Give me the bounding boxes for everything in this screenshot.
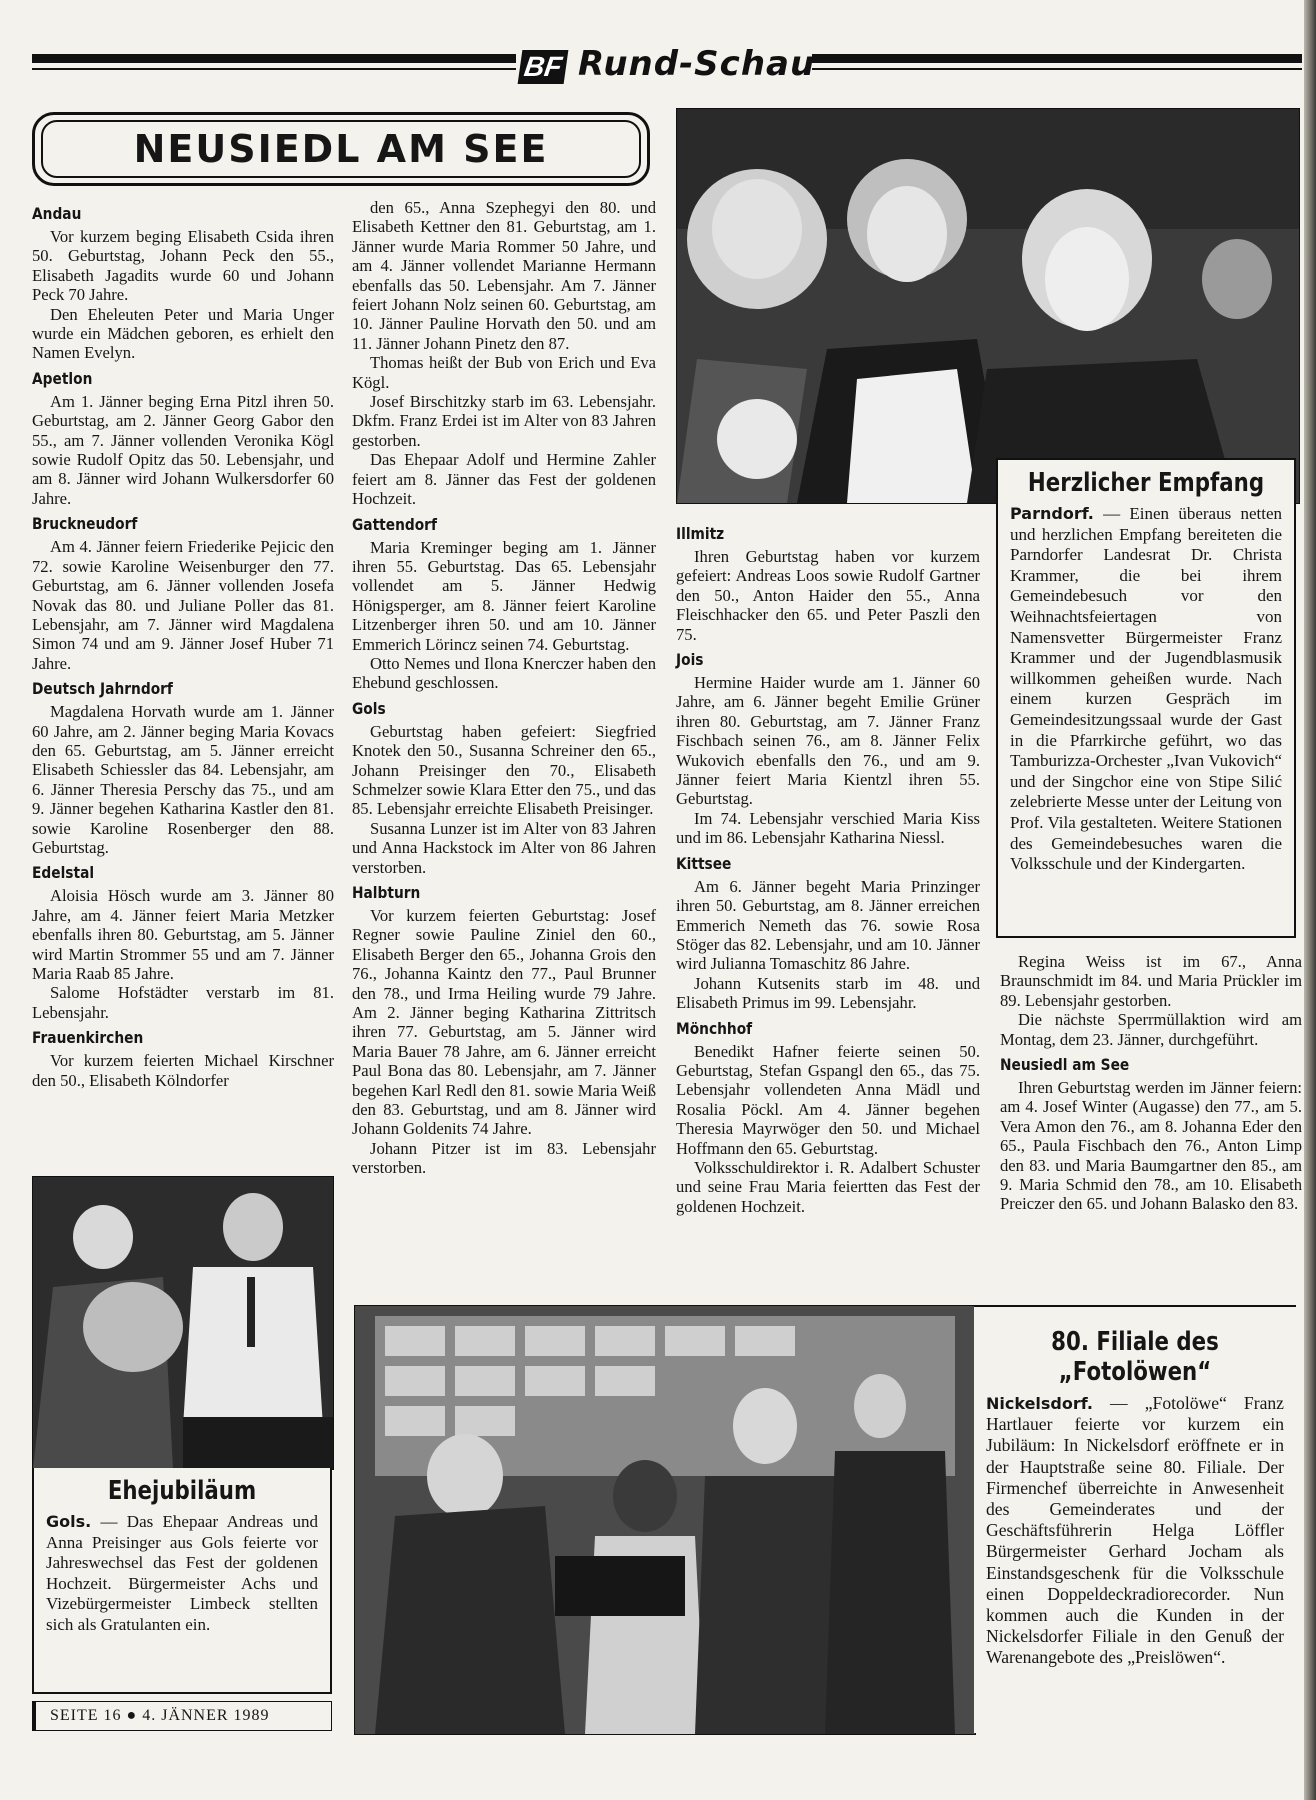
box-store-location: Nickelsdorf. bbox=[986, 1394, 1093, 1413]
photo-anniversary bbox=[32, 1176, 334, 1470]
article-paragraph: Vor kurzem beging Elisabeth Csida ihren 50. Geburtstag, Johann Peck den 55., Elisabeth Jagadits wurde 60 und Johann Peck 70 Jahre. bbox=[32, 227, 334, 305]
box-reception-text bbox=[998, 504, 1294, 875]
section-heading: Halbturn bbox=[352, 883, 421, 902]
column-3 bbox=[676, 518, 980, 1216]
masthead-title: NEUSIEDL AM SEE bbox=[41, 120, 641, 178]
section-heading: Frauenkirchen bbox=[32, 1028, 144, 1048]
article-paragraph: den 65., Anna Szephegyi den 80. und Elisabeth Kettner den 81. Geburtstag, am 1. Jänner wurde Maria Rommer 50 Jahre, und am 4. Jänner vollendet Marianne Hermann ebenfalls das 50. Lebensjahr. Am 7. Jänner feiert Johann Nolz seinen 60. Geburtstag, am 10. Jänner Pauline Horvath den 50. und am 11. Jänner Johann Pinetz den 87. bbox=[352, 198, 656, 353]
box-anniversary bbox=[32, 1468, 332, 1694]
section-title: Rund-Schau bbox=[578, 44, 816, 84]
bf-logo: BF bbox=[518, 50, 569, 84]
box-store-body: — „Fotolöwe“ Franz Hartlauer feierte vor kurzem ein Jubiläum: In Nickelsdorf eröffnete er in der Hauptstraße seine 80. Filiale. Der Firmenchef überreichte in Anwesenheit des Gemeinderates und der Geschäftsführerin Helga Löffler Bürgermeister Gerhard Jocham als Einstandsgeschenk für die Volksschule einen Doppeldeckradiorecorder. Nun kommen auch die Kunden in der Nickelsdorfer Filiale in den Genuß der Warenangebote des „Preislöwen“. bbox=[986, 1393, 1284, 1668]
article-paragraph: Magdalena Horvath wurde am 1. Jänner 60 Jahre, am 2. Jänner beging Maria Kovacs den 65. Geburtstag, am 5. Jänner erreicht Elisabeth Schiessler das 84. Lebensjahr, am 6. Jänner Theresia Perschy das 75., und am 9. Jänner begehen Katharina Kastler den 81. sowie Karoline Rosenberger den 88. Geburtstag. bbox=[32, 702, 334, 857]
article-paragraph: Susanna Lunzer ist im Alter von 83 Jahren und Anna Hackstock im Alter von 86 Jahren verstorben. bbox=[352, 818, 656, 877]
article-paragraph: Benedikt Hafner feierte seinen 50. Geburtstag, Stefan Gspangl den 65., das 75. Lebensjahr vollendeten Anna Mädl und Rosalia Pöckl. Am 4. Jänner begehen Theresia Mayrwöger den 50. und Michael Hoffmann den 65. Geburtstag. bbox=[676, 1041, 980, 1158]
header-rule-right bbox=[812, 54, 1302, 63]
article-paragraph: Am 6. Jänner begeht Maria Prinzinger ihren 50. Geburtstag, am 8. Jänner erreichen Emmerich Nemeth das 76. sowie Rosa Stöger das 82. Lebensjahr, und am 10. Jänner wird Julianna Tomaschitz 86 Jahre. bbox=[676, 876, 980, 974]
article-paragraph: Ihren Geburtstag werden im Jänner feiern: am 4. Josef Winter (Augasse) den 77., am 5. Vera Amon den 76., am 8. Johanna Eder den 65., Paula Fischbach den 76., Anton Limp den 83. und Maria Baumgartner den 85., am 9. Maria Schmid den 78., am 10. Elisabeth Preiczer den 65. und Johann Balasko den 83. bbox=[1000, 1078, 1302, 1214]
footer-bullet: ● bbox=[126, 1707, 143, 1724]
section-heading: Deutsch Jahrndorf bbox=[32, 679, 173, 699]
article-paragraph: Vor kurzem feierten Michael Kirschner den 50., Elisabeth Kölndorfer bbox=[32, 1051, 334, 1090]
page-edge bbox=[1304, 0, 1316, 1800]
article-paragraph: Maria Kreminger beging am 1. Jänner ihren 55. Geburtstag. Das 65. Lebensjahr vollendet am 5. Jänner Hedwig Hönigsperger, am 8. Jänner feiert Karoline Litzenberger ihren 50. und am 10. Jänner Emmerich Lörincz seinen 74. Geburtstag. bbox=[352, 537, 656, 654]
header-rule-left-thin bbox=[32, 68, 516, 70]
page-footer bbox=[32, 1701, 332, 1731]
column-4 bbox=[1000, 952, 1302, 1214]
article-paragraph: Johann Kutsenits starb im 48. und Elisabeth Primus im 99. Lebensjahr. bbox=[676, 973, 980, 1013]
box-store-title-2: „Fotolöwen“ bbox=[1058, 1357, 1212, 1387]
box-reception bbox=[996, 458, 1296, 938]
article-paragraph: Thomas heißt der Bub von Erich und Eva Kögl. bbox=[352, 353, 656, 392]
page-number: SEITE 16 bbox=[50, 1707, 122, 1724]
section-heading: Illmitz bbox=[676, 524, 725, 543]
box-reception-location: Parndorf. bbox=[1010, 504, 1094, 523]
box-anniversary-body: — Das Ehepaar Andreas und Anna Preisinger aus Gols feierte vor Jahreswechsel das Fest der goldenen Hochzeit. Bürgermeister Achs und Vizebürgermeister Limbeck stellten sich als Gratulanten ein. bbox=[46, 1512, 318, 1634]
section-heading: Gattendorf bbox=[352, 514, 437, 534]
article-paragraph: Josef Birschitzky starb im 63. Lebensjahr. Dkfm. Franz Erdei ist im Alter von 83 Jahren gestorben. bbox=[352, 392, 656, 450]
section-heading: Jois bbox=[676, 650, 704, 670]
article-paragraph: Aloisia Hösch wurde am 3. Jänner 80 Jahre, am 4. Jänner feiert Maria Metzker ebenfalls ihren 80. Geburtstag, am 5. Jänner wird Martin Strommer 55 und am 7. Jänner Maria Raab 85 Jahre. bbox=[32, 886, 334, 983]
masthead-frame bbox=[32, 112, 650, 186]
article-paragraph: Am 1. Jänner beging Erna Pitzl ihren 50. Geburtstag, am 2. Jänner Georg Gabor den 55., am 7. Jänner vollenden Veronika Kögl sowie Rudolf Opitz das 50. Lebensjahr, und am 8. Jänner wird Johann Wulkersdorfer 60 Jahre. bbox=[32, 391, 334, 508]
article-paragraph: Volksschuldirektor i. R. Adalbert Schuster und seine Frau Maria feiertten das Fest der goldenen Hochzeit. bbox=[676, 1157, 980, 1216]
column-1 bbox=[32, 198, 334, 1090]
article-paragraph: Hermine Haider wurde am 1. Jänner 60 Jahre, am 6. Jänner begeht Emilie Grüner ihren 80. Geburtstag, am 7. Jänner Franz Fischbach seinen 76., am 8. Jänner Felix Wukovich ebenfalls den 76., und am 9. Jänner feiert Maria Kientzl ihren 55. Geburtstag. bbox=[676, 673, 980, 809]
section-heading: Mönchhof bbox=[676, 1018, 753, 1038]
photo-store bbox=[354, 1305, 976, 1735]
header-rule-right-thin bbox=[812, 68, 1302, 70]
section-heading: Bruckneudorf bbox=[32, 514, 138, 534]
section-heading: Kittsee bbox=[676, 853, 732, 873]
article-paragraph: Vor kurzem feierten Geburtstag: Josef Regner sowie Pauline Ziniel den 60., Elisabeth Berger den 65., Johanna Grois den 76., Johanna Kaintz den 77., Paul Brunner den 78., und Irma Heiling wurde 79 Jahre. Am 2. Jänner beging Katharina Zittritsch ihren 77. Geburtstag, am 5. Jänner wird Maria Bauer 78 Jahre, am 6. Jänner erreicht Paul Bona das 80. Lebensjahr, am 7. Jänner begehen Karl Redl den 81. sowie Maria Weiß den 83. Geburtstag, und am 8. Jänner wird Johann Goldenits 74 Jahre. bbox=[352, 906, 656, 1139]
box-anniversary-text bbox=[34, 1512, 330, 1636]
section-heading: Gols bbox=[352, 698, 386, 718]
article-paragraph: Den Eheleuten Peter und Maria Unger wurde ein Mädchen geboren, es erhielt den Namen Evelyn. bbox=[32, 304, 334, 363]
article-paragraph: Geburtstag haben gefeiert: Siegfried Knotek den 50., Susanna Schreiner den 65., Johann Preisinger den 70., Elisabeth Schmelzer sowie Klara Etter den 75., und das 85. Lebensjahr erreichte Elisabeth Preisinger. bbox=[352, 721, 656, 819]
box-store-title-1: 80. Filiale des bbox=[1051, 1327, 1219, 1357]
box-store-text bbox=[974, 1393, 1296, 1669]
column-2 bbox=[352, 198, 656, 1178]
section-heading: Andau bbox=[32, 204, 82, 223]
section-heading: Edelstal bbox=[32, 863, 95, 883]
article-paragraph: Salome Hofstädter verstarb im 81. Lebensjahr. bbox=[32, 983, 334, 1022]
section-heading: Neusiedl am See bbox=[1000, 1055, 1130, 1075]
box-anniversary-location: Gols. bbox=[46, 1512, 92, 1531]
article-paragraph: Ihren Geburtstag haben vor kurzem gefeiert: Andreas Loos sowie Rudolf Gartner den 50., Anton Haider den 55., Anna Fleischhacker den 65. und Peter Paszli den 75. bbox=[676, 547, 980, 644]
article-paragraph: Am 4. Jänner feiern Friederike Pejicic den 72. sowie Karoline Weisenburger den 77. Geburtstag, am 6. Jänner vollenden Josefa Novak das 80. und Juliane Poller das 81. Lebensjahr, am 7. Jänner wird Magdalena Simon 74 und am 9. Jänner Josef Huber 71 Jahre. bbox=[32, 537, 334, 673]
header-rule-left bbox=[32, 54, 516, 63]
section-heading: Apetlon bbox=[32, 368, 93, 388]
article-paragraph: Im 74. Lebensjahr verschied Maria Kiss und im 86. Lebensjahr Katharina Niessl. bbox=[676, 808, 980, 848]
article-paragraph: Johann Pitzer ist im 83. Lebensjahr verstorben. bbox=[352, 1138, 656, 1178]
box-anniversary-title: Ehejubiläum bbox=[107, 1476, 257, 1506]
box-reception-title: Herzlicher Empfang bbox=[1027, 468, 1265, 498]
page-date: 4. JÄNNER 1989 bbox=[142, 1707, 270, 1724]
box-reception-body: — Einen überaus netten und herzlichen Empfang bereiteten die Parndorfer Landesrat Dr. Christa Krammer, die bei ihrem Gemeindebesuch vor den Weihnachtsfeiertagen von Namensvetter Bürgermeister Franz Krammer und der Jugendblasmusik willkommen geheißen wurde. Nach einem kurzen Gespräch im Gemeindesitzungssaal wurde der Gast in die Pfarrkirche geführt, wo das Tamburizza-Orchester „Ivan Vukovich“ und der Singchor eine von Stipe Silić zelebrierte Messe unter der Leitung von Prof. Vila gestalteten. Weitere Stationen des Gemeindebesuches waren die Volksschule und der Kindergarten. bbox=[1010, 504, 1282, 874]
article-paragraph: Das Ehepaar Adolf und Hermine Zahler feiert am 8. Jänner das Fest der goldenen Hochzeit. bbox=[352, 450, 656, 509]
article-paragraph: Regina Weiss ist im 67., Anna Braunschmidt im 84. und Maria Prückler im 89. Lebensjahr gestorben. bbox=[1000, 952, 1302, 1010]
box-store bbox=[974, 1305, 1296, 1733]
article-paragraph: Die nächste Sperrmüllaktion wird am Montag, dem 23. Jänner, durchgeführt. bbox=[1000, 1010, 1302, 1049]
article-paragraph: Otto Nemes und Ilona Knerczer haben den Ehebund geschlossen. bbox=[352, 653, 656, 693]
photo-reception bbox=[676, 108, 1300, 504]
